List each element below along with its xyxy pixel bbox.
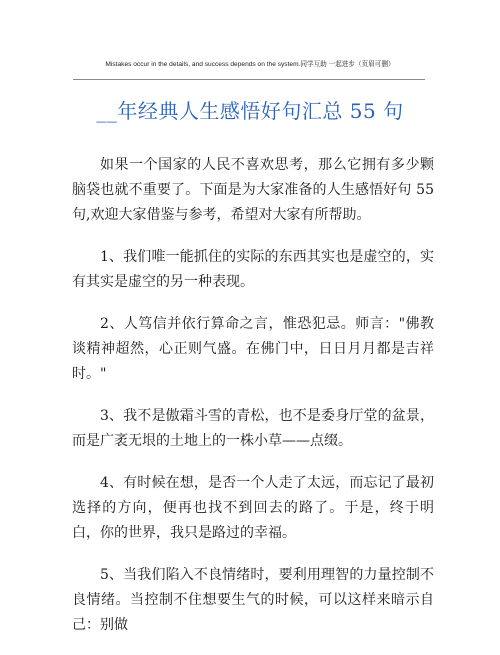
document-title: __年经典人生感悟好句汇总 55 句 [96, 99, 404, 123]
intro-paragraph: 如果一个国家的人民不喜欢思考，那么它拥有多少颗脑袋也就不重要了。下面是为大家准备的人生感悟好句 55 句,欢迎大家借鉴与参考，希望对大家有所帮助。 [72, 157, 434, 223]
quote-paragraph-3: 3、我不是傲霜斗雪的青松，也不是委身厅堂的盆景，而是广袤无垠的土地上的一株小草——点缀。 [72, 408, 434, 449]
quote-paragraph-1: 1、我们唯一能抓住的实际的东西其实也是虚空的，实有其实是虚空的另一种表现。 [72, 249, 434, 290]
document-body [72, 153, 434, 655]
header-divider [73, 79, 425, 80]
quote-paragraph-2: 2、人笃信并依行算命之言，惟恐犯忌。师言："佛教谈精神超然，心正则气盛。在佛门中，日日月月都是吉祥时。" [72, 316, 434, 382]
quote-paragraph-5: 5、当我们陷入不良情绪时，要利用理智的力量控制不良情绪。当控制不住想要生气的时候，可以这样来暗示自己：别做 [72, 567, 434, 633]
page-header-text: Mistakes occur in the details, and success depends on the system.同学互助 一起进步（页眉可删） [105, 61, 395, 68]
quote-paragraph-4: 4、有时候在想，是否一个人走了太远，而忘记了最初选择的方向，便再也找不到回去的路了。于是，终于明白，你的世界，我只是路过的幸福。 [72, 475, 434, 541]
